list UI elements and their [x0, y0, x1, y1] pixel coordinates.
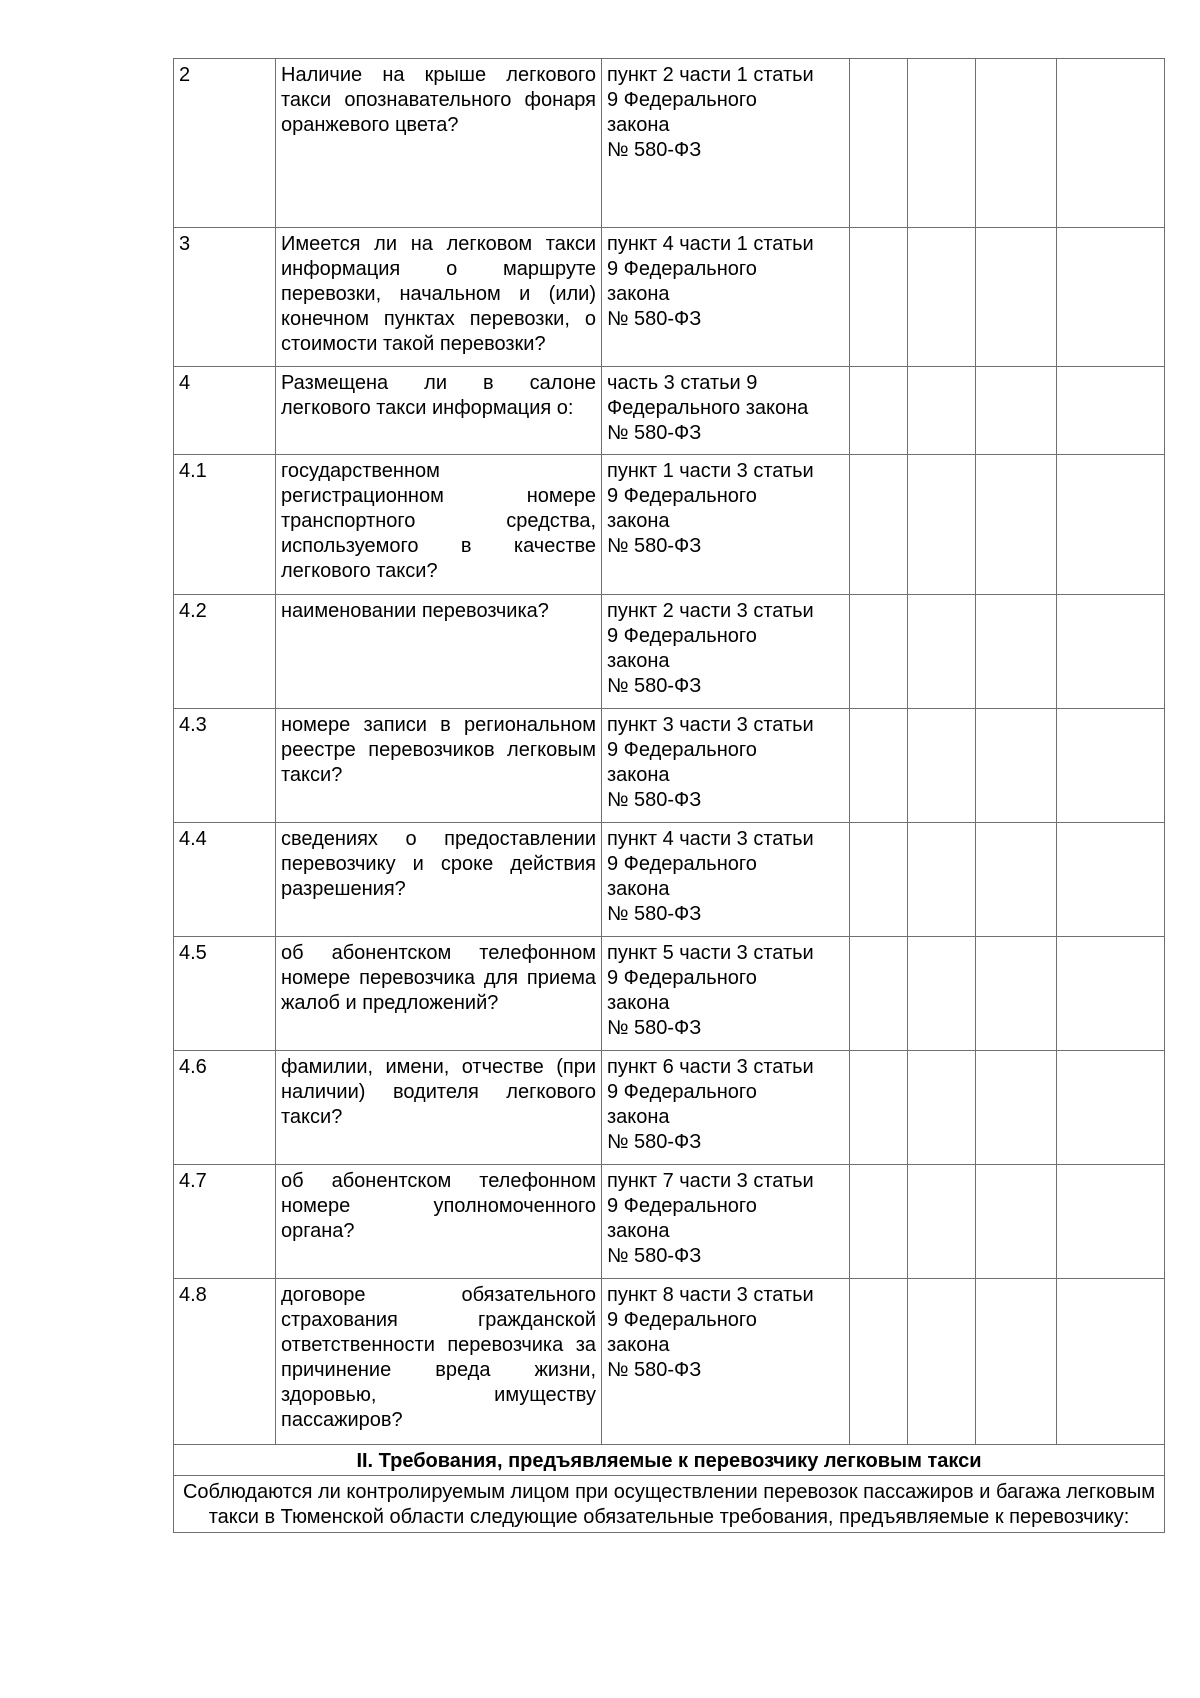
row-question: государственном регистрационном номере транспортного средства, используемого в качестве легкового такси? [276, 455, 602, 595]
row-question: сведениях о предоставлении перевозчику и сроке действия разрешения? [276, 823, 602, 937]
legal-basis-line: закона [607, 764, 670, 786]
legal-basis-line: закона [607, 114, 670, 136]
legal-basis-line: 9 Федерального [607, 1081, 757, 1103]
row-legal-basis [602, 455, 850, 595]
legal-basis-line: № 580-ФЗ [607, 1245, 702, 1267]
comment-cell[interactable] [1057, 455, 1165, 595]
answer-no-cell[interactable] [908, 1051, 976, 1165]
answer-no-cell[interactable] [908, 1165, 976, 1279]
legal-basis-line: 9 Федерального [607, 1309, 757, 1331]
answer-no-cell[interactable] [908, 228, 976, 367]
answer-yes-cell[interactable] [850, 1165, 908, 1279]
legal-basis-line: № 580-ФЗ [607, 1359, 702, 1381]
table-row [174, 823, 1165, 937]
answer-yes-cell[interactable] [850, 823, 908, 937]
legal-basis-line: 9 Федерального [607, 1195, 757, 1217]
legal-basis-line: пункт 8 части 3 статьи [607, 1284, 814, 1306]
row-number: 4 [174, 367, 276, 455]
legal-basis-line: часть 3 статьи 9 [607, 372, 758, 394]
row-legal-basis [602, 1279, 850, 1445]
table-row [174, 595, 1165, 709]
comment-cell[interactable] [1057, 59, 1165, 228]
section-header-row [174, 1445, 1165, 1476]
legal-basis-line: № 580-ФЗ [607, 903, 702, 925]
table-row [174, 1051, 1165, 1165]
legal-basis-line: пункт 1 части 3 статьи [607, 460, 814, 482]
legal-basis-line: № 580-ФЗ [607, 308, 702, 330]
answer-yes-cell[interactable] [850, 455, 908, 595]
legal-basis-line: 9 Федерального [607, 258, 757, 280]
table-row [174, 367, 1165, 455]
row-question: фамилии, имени, отчестве (при наличии) водителя легкового такси? [276, 1051, 602, 1165]
row-legal-basis [602, 595, 850, 709]
legal-basis-line: № 580-ФЗ [607, 789, 702, 811]
table-row [174, 1279, 1165, 1445]
answer-no-cell[interactable] [908, 367, 976, 455]
comment-cell[interactable] [1057, 228, 1165, 367]
legal-basis-line: пункт 2 части 3 статьи [607, 600, 814, 622]
table-row [174, 228, 1165, 367]
row-number: 2 [174, 59, 276, 228]
answer-yes-cell[interactable] [850, 1051, 908, 1165]
row-legal-basis [602, 1051, 850, 1165]
row-number: 3 [174, 228, 276, 367]
section-intro: Соблюдаются ли контролируемым лицом при осуществлении перевозок пассажиров и багажа легковым такси в Тюменской области следующие обязательные требования, предъявляемые к перевозчику: [174, 1476, 1165, 1533]
answer-na-cell[interactable] [976, 228, 1057, 367]
checklist-table [173, 58, 1165, 1533]
row-question: Имеется ли на легковом такси информация о маршруте перевозки, начальном и (или) конечном пунктах перевозки, о стоимости такой перевозки? [276, 228, 602, 367]
row-number: 4.8 [174, 1279, 276, 1445]
row-legal-basis [602, 937, 850, 1051]
answer-no-cell[interactable] [908, 937, 976, 1051]
comment-cell[interactable] [1057, 1279, 1165, 1445]
table-row [174, 1165, 1165, 1279]
answer-na-cell[interactable] [976, 455, 1057, 595]
table-row [174, 59, 1165, 228]
row-question: Размещена ли в салоне легкового такси информация о: [276, 367, 602, 455]
answer-na-cell[interactable] [976, 709, 1057, 823]
legal-basis-line: закона [607, 1220, 670, 1242]
row-legal-basis [602, 1165, 850, 1279]
comment-cell[interactable] [1057, 367, 1165, 455]
legal-basis-line: пункт 4 части 3 статьи [607, 828, 814, 850]
answer-no-cell[interactable] [908, 1279, 976, 1445]
checklist-rows [174, 59, 1165, 1445]
legal-basis-line: № 580-ФЗ [607, 139, 702, 161]
row-number: 4.4 [174, 823, 276, 937]
legal-basis-line: 9 Федерального [607, 485, 757, 507]
legal-basis-line: № 580-ФЗ [607, 422, 702, 444]
legal-basis-line: № 580-ФЗ [607, 535, 702, 557]
row-legal-basis [602, 228, 850, 367]
answer-na-cell[interactable] [976, 1279, 1057, 1445]
legal-basis-line: закона [607, 283, 670, 305]
legal-basis-line: № 580-ФЗ [607, 1131, 702, 1153]
legal-basis-line: закона [607, 1334, 670, 1356]
legal-basis-line: пункт 7 части 3 статьи [607, 1170, 814, 1192]
legal-basis-line: пункт 3 части 3 статьи [607, 714, 814, 736]
row-legal-basis [602, 59, 850, 228]
answer-no-cell[interactable] [908, 595, 976, 709]
legal-basis-line: 9 Федерального [607, 967, 757, 989]
legal-basis-line: закона [607, 650, 670, 672]
row-question: Наличие на крыше легкового такси опознавательного фонаря оранжевого цвета? [276, 59, 602, 228]
answer-no-cell[interactable] [908, 59, 976, 228]
row-number: 4.5 [174, 937, 276, 1051]
row-number: 4.3 [174, 709, 276, 823]
legal-basis-line: № 580-ФЗ [607, 1017, 702, 1039]
answer-na-cell[interactable] [976, 937, 1057, 1051]
row-number: 4.6 [174, 1051, 276, 1165]
legal-basis-line: 9 Федерального [607, 625, 757, 647]
table-row [174, 937, 1165, 1051]
legal-basis-line: пункт 6 части 3 статьи [607, 1056, 814, 1078]
legal-basis-line: Федерального закона [607, 397, 809, 419]
answer-na-cell[interactable] [976, 367, 1057, 455]
answer-yes-cell[interactable] [850, 937, 908, 1051]
legal-basis-line: закона [607, 878, 670, 900]
section-title: II. Требования, предъявляемые к перевозчику легковым такси [174, 1445, 1165, 1476]
answer-yes-cell[interactable] [850, 595, 908, 709]
row-legal-basis [602, 709, 850, 823]
comment-cell[interactable] [1057, 823, 1165, 937]
answer-yes-cell[interactable] [850, 367, 908, 455]
row-number: 4.1 [174, 455, 276, 595]
answer-no-cell[interactable] [908, 823, 976, 937]
answer-na-cell[interactable] [976, 59, 1057, 228]
answer-na-cell[interactable] [976, 1165, 1057, 1279]
comment-cell[interactable] [1057, 595, 1165, 709]
legal-basis-line: закона [607, 992, 670, 1014]
legal-basis-line: 9 Федерального [607, 89, 757, 111]
table-row [174, 709, 1165, 823]
row-question: наименовании перевозчика? [276, 595, 602, 709]
answer-na-cell[interactable] [976, 823, 1057, 937]
legal-basis-line: закона [607, 1106, 670, 1128]
answer-yes-cell[interactable] [850, 1279, 908, 1445]
table-row [174, 455, 1165, 595]
comment-cell[interactable] [1057, 709, 1165, 823]
row-question: номере записи в региональном реестре перевозчиков легковым такси? [276, 709, 602, 823]
row-question: договоре обязательного страхования гражданской ответственности перевозчика за причинение вреда жизни, здоровью, имуществу пассажиров? [276, 1279, 602, 1445]
answer-yes-cell[interactable] [850, 709, 908, 823]
answer-no-cell[interactable] [908, 709, 976, 823]
legal-basis-line: 9 Федерального [607, 853, 757, 875]
answer-yes-cell[interactable] [850, 59, 908, 228]
legal-basis-line: № 580-ФЗ [607, 675, 702, 697]
row-question: об абонентском телефонном номере уполномоченного органа? [276, 1165, 602, 1279]
row-number: 4.7 [174, 1165, 276, 1279]
row-legal-basis [602, 823, 850, 937]
answer-yes-cell[interactable] [850, 228, 908, 367]
comment-cell[interactable] [1057, 1165, 1165, 1279]
answer-no-cell[interactable] [908, 455, 976, 595]
row-legal-basis [602, 367, 850, 455]
row-question: об абонентском телефонном номере перевозчика для приема жалоб и предложений? [276, 937, 602, 1051]
legal-basis-line: пункт 2 части 1 статьи [607, 64, 814, 86]
legal-basis-line: пункт 4 части 1 статьи [607, 233, 814, 255]
legal-basis-line: 9 Федерального [607, 739, 757, 761]
comment-cell[interactable] [1057, 937, 1165, 1051]
answer-na-cell[interactable] [976, 1051, 1057, 1165]
legal-basis-line: пункт 5 части 3 статьи [607, 942, 814, 964]
row-number: 4.2 [174, 595, 276, 709]
answer-na-cell[interactable] [976, 595, 1057, 709]
legal-basis-line: закона [607, 510, 670, 532]
section-intro-row [174, 1476, 1165, 1533]
comment-cell[interactable] [1057, 1051, 1165, 1165]
